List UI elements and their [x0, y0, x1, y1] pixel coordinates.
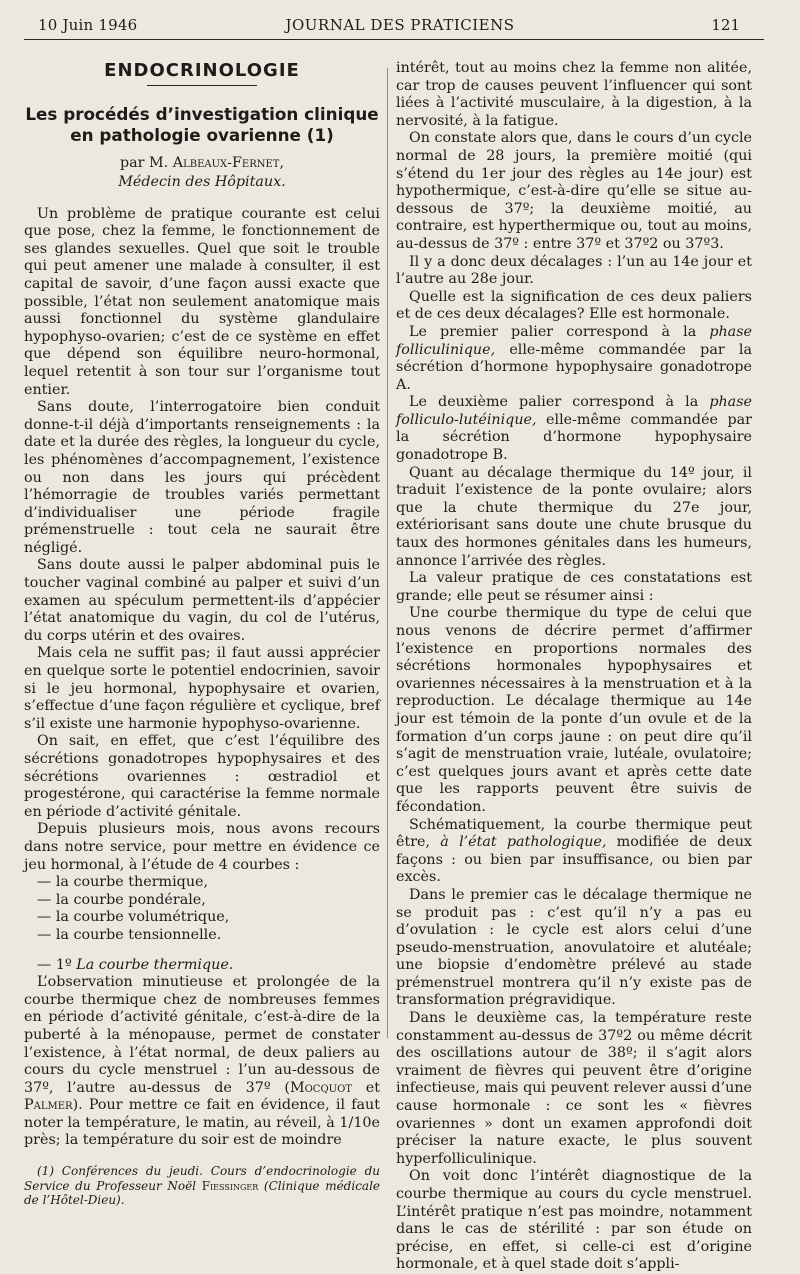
paragraph: On sait, en effet, que c’est l’équilibre des sécrétions gonadotropes hypophysaires et des sécrétions ovariennes : œstradiol et progestérone, qui caractérise la femme normale en période d’activité génitale.	[24, 733, 380, 820]
paragraph: La valeur pratique de ces constatations est grande; elle peut se résumer ainsi :	[396, 570, 752, 604]
text-run: Le premier palier correspond à la	[409, 323, 710, 340]
text-run: (1) Conférences du jeudi. Cours d’endocrinologie du Service du Professeur Noël	[24, 1164, 380, 1193]
text-run: L’observation minutieuse et prolongée de la courbe thermique chez de nombreuses femmes en période d’activité génitale, c’est-à-dire de la puberté à la ménopause, permet de constater l’existence, à l’état normal, de deux paliers au cours du cycle menstruel : l’un au-dessous de 37º, l’autre au-dessus de 37º (	[24, 974, 380, 1096]
section-heading: ENDOCRINOLOGIE	[104, 60, 300, 81]
journal-title: JOURNAL DES PRATICIENS	[285, 16, 515, 34]
paragraph	[24, 974, 380, 1150]
paragraph	[396, 394, 752, 464]
subsection-number: — 1º	[37, 956, 72, 973]
curve-list	[24, 874, 380, 944]
paragraph: Sans doute aussi le palper abdominal puis le toucher vaginal combiné au palper et suivi d’un examen au spéculum permettent-ils d’appécier l’état anatomique du vagin, du col de l’utérus, du corps utérin et des ovaires.	[24, 557, 380, 644]
column-divider	[387, 68, 388, 1038]
emphasis: phase folliculo-lutéinique,	[396, 394, 752, 428]
text-run: et	[351, 1079, 380, 1096]
paragraph: On voit donc l’intérêt diagnostique de la courbe thermique au cours du cycle menstruel. L’intérêt pratique n’est pas moindre, notamment dans le cas de stérilité : par son étude on précise, en effet, si celle-ci est d’origine hormonale, et à quel stade doit s’appli-	[396, 1168, 752, 1273]
text-run: ). Pour mettre ce fait en évidence, il faut noter la température, le matin, au réveil, à 1/10e près; la température du soir est de moindre	[24, 1097, 380, 1149]
subsection-heading	[24, 957, 380, 975]
left-column	[24, 56, 380, 1208]
cited-author: Fiessinger	[201, 1178, 259, 1193]
author-affiliation: Médecin des Hôpitaux.	[118, 173, 286, 190]
paragraph: Dans le deuxième cas, la température reste constamment au-dessus de 37º2 ou même décrit des oscillations autour de 38º; il s’agit alors vraiment de fièvres qui peuvent être d’origine infectieuse, mais qui peuvent relever aussi d’une cause hormonale : ce sont les « fièvres ovariennes » dont un examen approfondi doit préciser la nature exacte, le plus souvent hyperfolliculinique.	[396, 1010, 752, 1167]
issue-date: 10 Juin 1946	[38, 16, 138, 34]
paragraph: Mais cela ne suffit pas; il faut aussi apprécier en quelque sorte le potentiel endocrinien, savoir si le jeu hormonal, hypophysaire et ovarien, s’effectue d’une façon régulière et cyclique, bref s’il existe une harmonie hypophyso-ovarienne.	[24, 645, 380, 732]
paragraph: intérêt, tout au moins chez la femme non alitée, car trop de causes peuvent l’influencer qui sont liées à l’activité musculaire, à la digestion, à la nervosité, à la fatigue.	[396, 60, 752, 129]
paragraph: Dans le premier cas le décalage thermique ne se produit pas : c’est qu’il n’y a pas eu d’ovulation : le cycle est alors celui d’une pseudo-menstruation, anovulatoire et alutéale; une biopsie d’endomètre prélevé au stade prémenstruel montrera qu’il n’y existe pas de transformation prégravidique.	[396, 886, 752, 1009]
text-run: Schématiquement, la courbe thermique peut être,	[396, 816, 752, 851]
paragraph: Quant au décalage thermique du 14º jour, il traduit l’existence de la ponte ovulaire; alors que la chute thermique du 27e jour, extériorisant sans doute une chute brusque du taux des hormones génitales dans les humeurs, annonce l’arrivée des règles.	[396, 464, 752, 569]
text-run: (Clinique médicale de l’Hôtel-Dieu).	[24, 1178, 381, 1208]
footnote	[24, 1164, 380, 1208]
paragraph	[396, 817, 752, 887]
section-rule	[147, 85, 257, 86]
text-run: elle-même commandée par la sécrétion d’hormone hypophysaire gonadotrope B.	[396, 411, 752, 464]
author-name: Albeaux-Fernet,	[172, 154, 285, 171]
title-line-1: Les procédés d’investigation clinique	[25, 103, 379, 124]
paragraph: Quelle est la signification de ces deux paliers et de ces deux décalages? Elle est hormonale.	[396, 288, 752, 323]
text-run: elle-même commandée par la sécrétion d’hormone hypophysaire gonadotrope A.	[396, 341, 752, 393]
paragraph: Depuis plusieurs mois, nous avons recours dans notre service, pour mettre en évidence ce jeu hormonal, à l’étude de 4 courbes :	[24, 821, 380, 873]
text-run: Le deuxième palier correspond à la	[409, 394, 710, 411]
list-item: — la courbe volumétrique,	[37, 909, 230, 926]
byline-prefix: par M.	[119, 154, 169, 171]
paragraph	[396, 324, 752, 394]
cited-author: Mocquot	[289, 1079, 352, 1096]
article-title	[24, 104, 380, 146]
running-header	[0, 0, 800, 40]
paragraph: Un problème de pratique courante est celui que pose, chez la femme, le fonctionnement de ses glandes sexuelles. Quel que soit le trouble qui peut amener une malade à consulter, il est capital de savoir, d’une façon aussi exacte que possible, l’état non seulement anatomique mais aussi fonctionnel du système glandulaire hypophyso-ovarien; c’est de ce système en effet que dépend son équilibre neuro-hormonal, lequel retentit à son tour sur l’organisme tout entier.	[24, 205, 380, 398]
list-item: — la courbe tensionnelle.	[37, 926, 222, 943]
header-rule	[24, 39, 764, 40]
paragraph: On constate alors que, dans le cours d’un cycle normal de 28 jours, la première moitié (qui s’étend du 1er jour des règles au 14e jour) est hypothermique, c’est-à-dire qu’elle se situe au-dessous de 37º; la deuxième moitié, au contraire, est hyperthermique ou, tout au moins, au-dessus de 37º : entre 37º et 37º2 ou 37º3.	[396, 130, 752, 252]
paragraph: Une courbe thermique du type de celui que nous venons de décrire permet d’affirmer l’existence en proportions normales des sécrétions hormonales hypophysaires et ovariennes nécessaires à la menstruation et à la reproduction. Le décalage thermique au 14e jour est témoin de la ponte d’un ovule et de la formation d’un corps jaune : on peut dire qu’il s’agit de menstruation vraie, lutéale, ovulatoire; c’est quelques jours avant et après cette date que les rapports peuvent être suivis de fécondation.	[396, 605, 752, 815]
emphasis: phase folliculinique,	[396, 323, 752, 358]
cited-author: Palmer	[24, 1097, 73, 1114]
paragraph: Il y a donc deux décalages : l’un au 14e jour et l’autre au 28e jour.	[396, 253, 752, 288]
list-item: — la courbe pondérale,	[37, 891, 206, 908]
byline	[24, 154, 380, 173]
list-item: — la courbe thermique,	[37, 874, 209, 891]
paragraph: Sans doute, l’interrogatoire bien conduit donne-t-il déjà d’importants renseignements : la date et la durée des règles, la longueur du cycle, les phénomènes d’accompagnement, l’existence ou non dans les jours qui précèdent l’hémorragie de troubles variés permettant d’individualiser une période fragile prémenstruelle : tout cela ne saurait être négligé.	[24, 399, 380, 556]
text-run: modifiée de deux façons : ou bien par insuffisance, ou bien par excès.	[396, 834, 752, 886]
subsection-title: La courbe thermique.	[76, 956, 234, 973]
title-line-2: en pathologie ovarienne (1)	[70, 124, 334, 145]
emphasis: à l’état pathologique,	[440, 834, 607, 851]
page-number: 121	[711, 16, 740, 34]
right-column	[396, 60, 752, 1274]
